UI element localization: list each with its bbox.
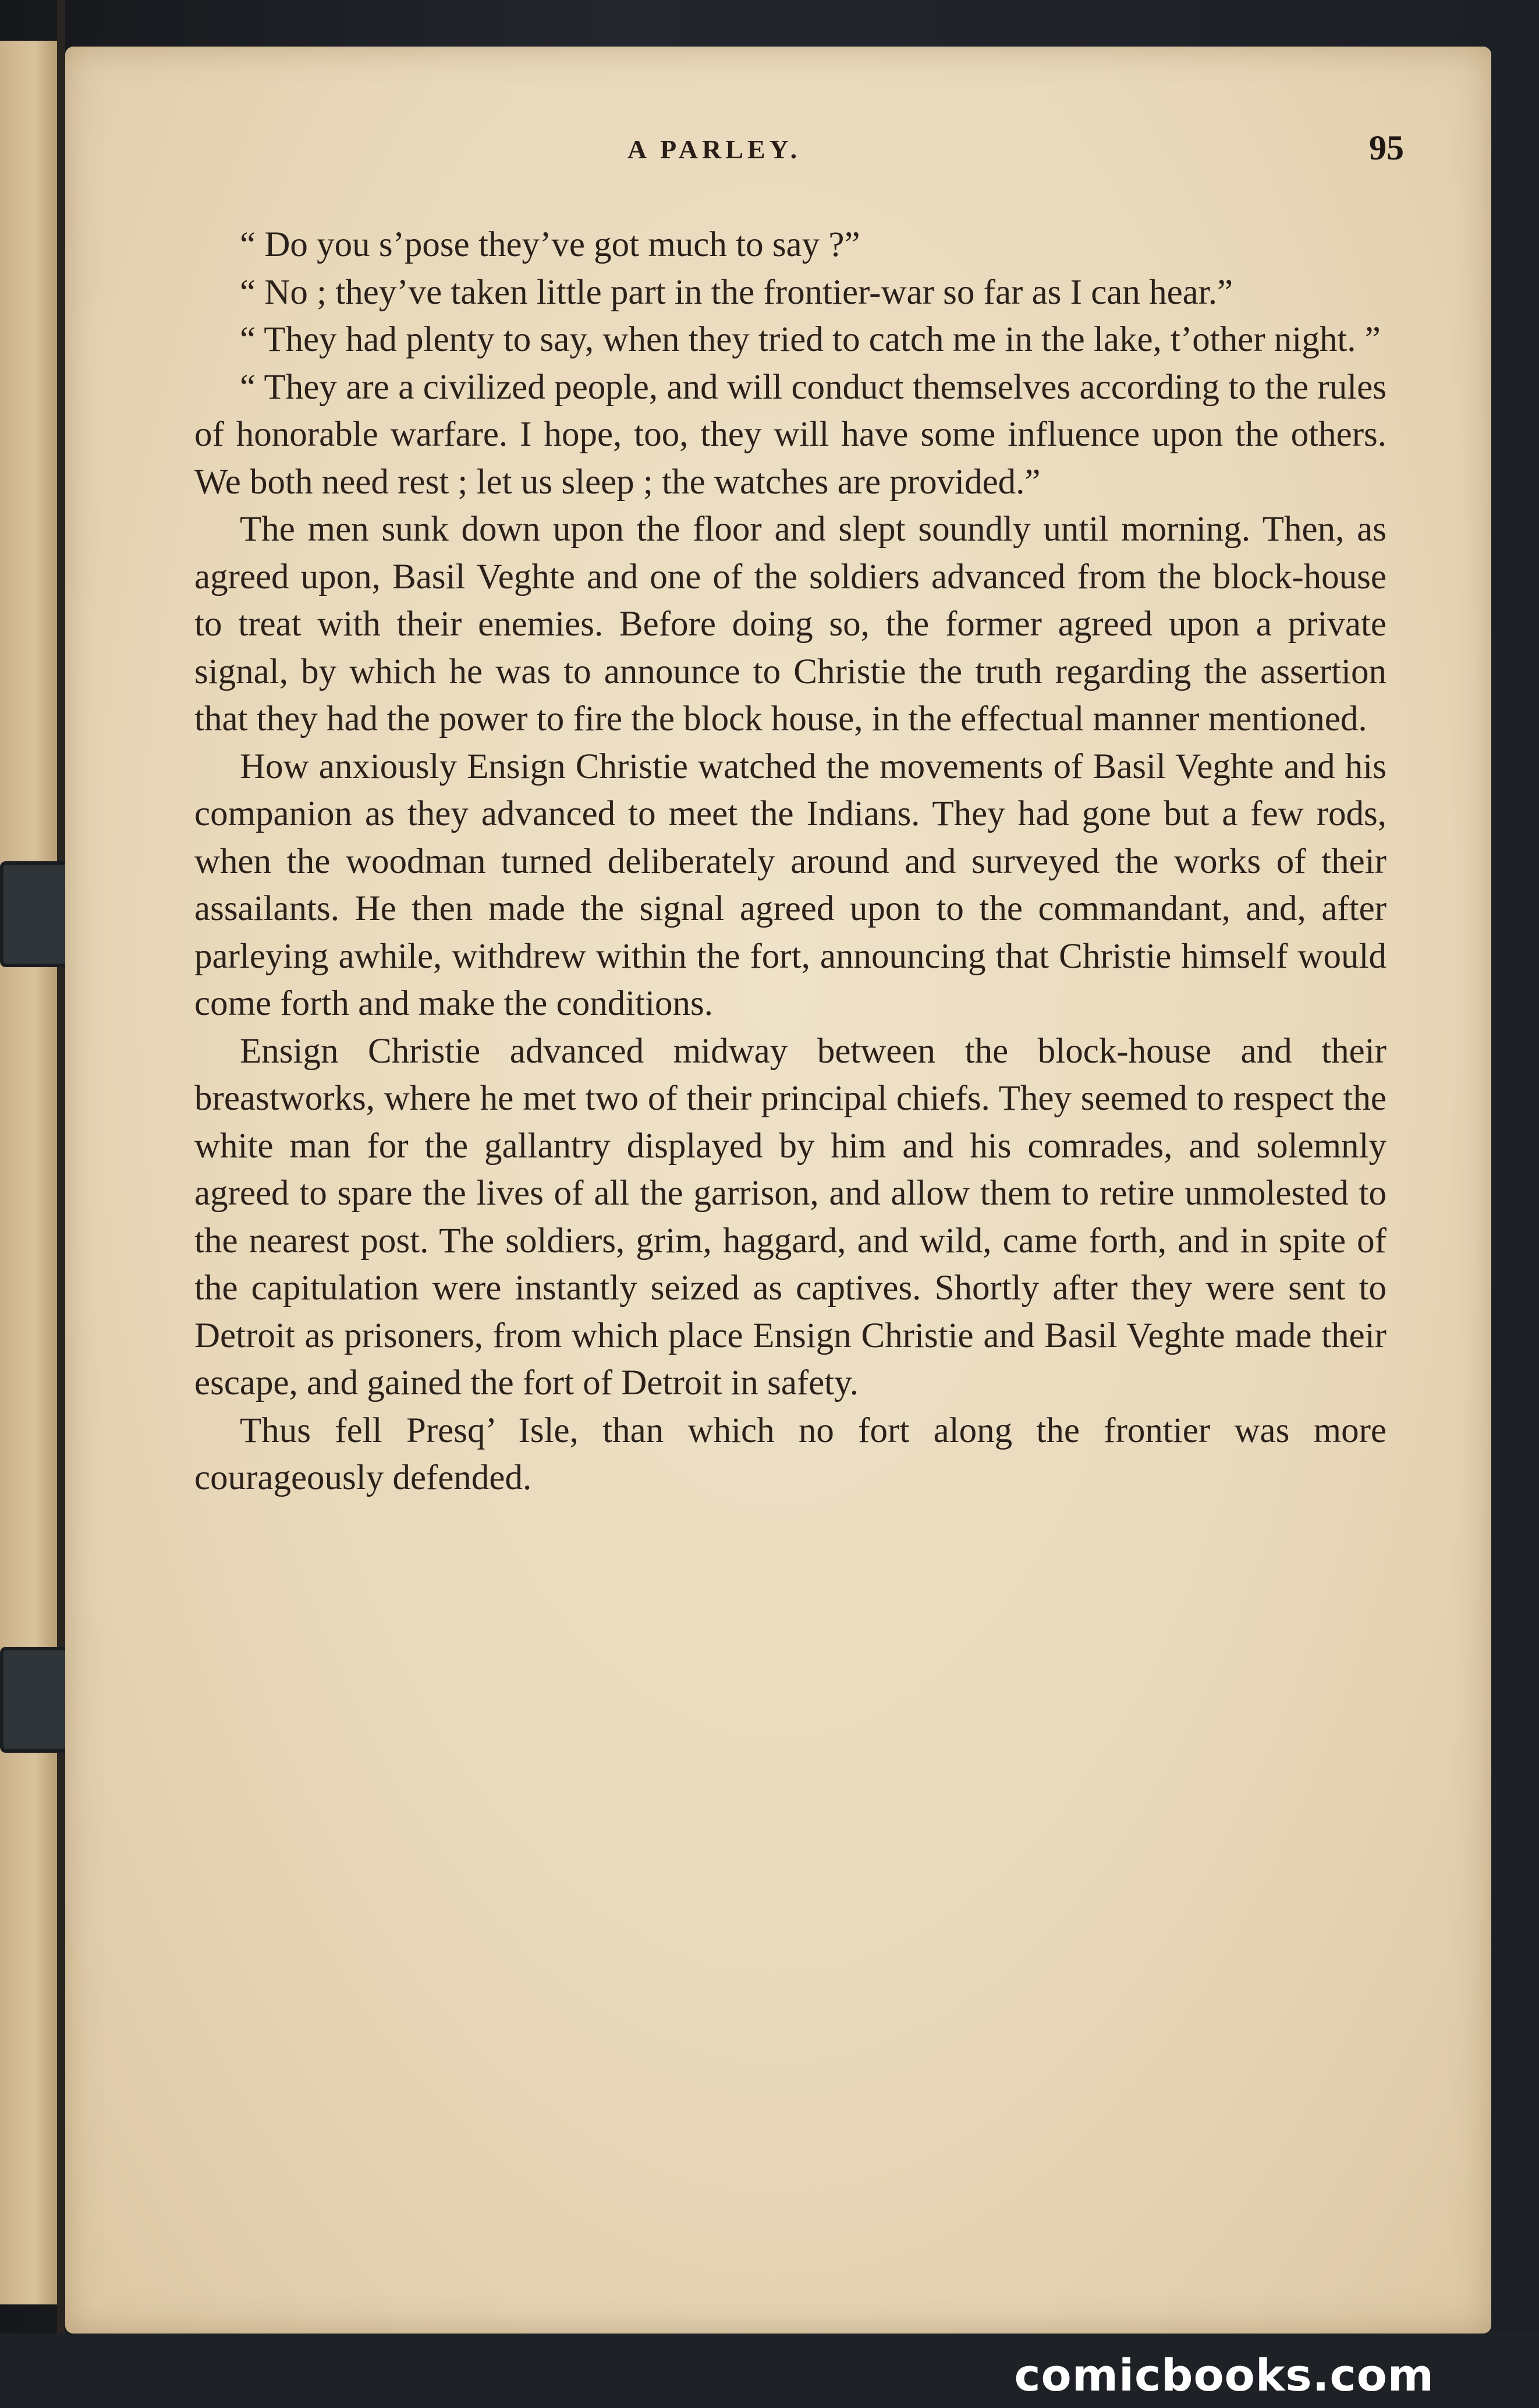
paragraph: “ Do you s’pose they’ve got much to say ?” xyxy=(240,225,860,264)
paragraph: The men sunk down upon the floor and slept soundly until morning. Then, as agreed upon, Basil Veghte and one of the soldiers advanced from the block-house to treat with their enemies. Before doing so, the former agreed upon a private signal, by which he was to announce to Christie the truth regarding the assertion that they had the power to fire the block house, in the effectual manner mentioned. xyxy=(194,510,1386,738)
paragraph: “ They are a civilized people, and will conduct themselves according to the rules of honorable warfare. I hope, too, they will have some influence upon the others. We both need rest ; let us sleep ; the watches are provided.” xyxy=(194,367,1386,502)
page-header-title: A PARLEY. xyxy=(627,134,802,164)
paragraph: “ They had plenty to say, when they tried to catch me in the lake, t’other night. ” xyxy=(240,320,1381,359)
paragraph: “ No ; they’ve taken little part in the frontier-war so far as I can hear.” xyxy=(240,272,1233,312)
paragraph: How anxiously Ensign Christie watched the movements of Basil Veghte and his companion as they advanced to meet the Indians. They had gone but a few rods, when the woodman turned deliberately around and surveyed the works of their assailants. He then made the signal agreed upon to the commandant, and, after parleying awhile, withdrew within the fort, announcing that Christie himself would come forth and make the conditions. xyxy=(194,747,1386,1023)
paragraph: Thus fell Presq’ Isle, than which no fort along the frontier was more courageously defended. xyxy=(194,1411,1386,1497)
book-spine xyxy=(57,0,65,2408)
watermark: comicbooks.com xyxy=(1014,2349,1434,2401)
book-page xyxy=(65,47,1491,2334)
scan-footer xyxy=(0,2334,1539,2408)
paragraph: Ensign Christie advanced midway between the block-house and their breastworks, where he met two of their principal chiefs. They seemed to respect the white man for the gallantry displayed by him and his comrades, and solemnly agreed to spare the lives of all the garrison, and allow them to retire unmolested to the nearest post. The soldiers, grim, haggard, and wild, came forth, and in spite of the capitulation were instantly seized as captives. Shortly after they were sent to Detroit as prisoners, from which place Ensign Christie and Basil Veghte made their escape, and gained the fort of Detroit in safety. xyxy=(194,1031,1386,1402)
running-head xyxy=(65,129,1491,180)
facing-page-edge xyxy=(0,41,61,2304)
body-text xyxy=(194,221,1386,1502)
page-number: 95 xyxy=(1369,129,1404,167)
